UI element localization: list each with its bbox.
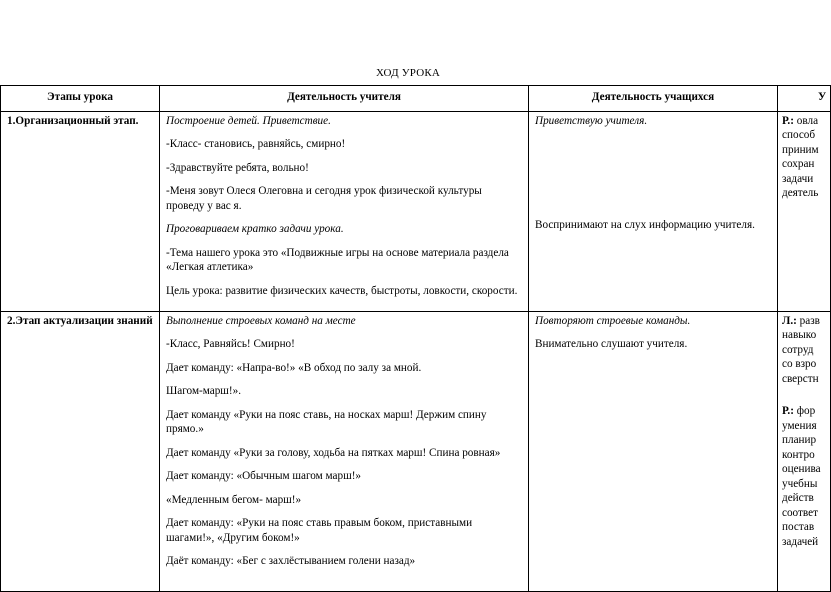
uud-cell — [778, 311, 831, 591]
students-cell — [529, 311, 778, 591]
teacher-line: Дает команду: «Руки на пояс ставь правым боком, приставными шагами!», «Другим боком!» — [166, 517, 473, 544]
uud-line: сверстн — [782, 372, 819, 385]
lesson-table — [0, 85, 831, 592]
uud-line: контро — [782, 448, 815, 461]
teacher-line: «Медленным бегом- марш!» — [166, 493, 302, 506]
table-row — [1, 111, 831, 311]
stage-cell: 2.Этап актуализации знаний — [1, 311, 160, 591]
teacher-line: -Меня зовут Олеся Олеговна и сегодня урок физической культуры проведу у вас я. — [166, 185, 482, 212]
student-line: Воспринимают на слух информацию учителя. — [535, 219, 755, 231]
uud-line: задачей — [782, 535, 819, 548]
uud-label: Р.: — [782, 405, 794, 417]
table-header-row — [1, 86, 831, 112]
teacher-line: Шагом-марш!». — [166, 385, 242, 397]
teacher-line: Дает команду «Руки на пояс ставь, на носках марш! Держим спину прямо.» — [166, 408, 487, 435]
uud-line: постав — [782, 521, 815, 533]
uud-line: сохран — [782, 158, 815, 170]
student-line: Приветствую учителя. — [535, 114, 648, 127]
uud-line: действ — [782, 492, 814, 504]
uud-cell — [778, 111, 831, 311]
uud-line: приним — [782, 143, 819, 156]
student-line: Повторяют строевые команды. — [535, 314, 691, 327]
teacher-cell — [160, 311, 529, 591]
uud-line: навыко — [782, 329, 817, 341]
teacher-line: -Здравствуйте ребята, вольно! — [166, 161, 309, 174]
uud-line: учебны — [782, 477, 818, 490]
teacher-line: Даёт команду: «Бег с захлёстыванием голени назад» — [166, 555, 416, 567]
teacher-cell — [160, 111, 529, 311]
teacher-line: Выполнение строевых команд на месте — [166, 314, 356, 327]
uud-line: способ — [782, 129, 816, 141]
uud-line: овла — [796, 114, 819, 127]
header-students: Деятельность учащихся — [529, 86, 778, 112]
teacher-line: Проговариваем кратко задачи урока. — [166, 223, 344, 235]
teacher-line: Цель урока: развитие физических качеств, быстроты, ловкости, скорости. — [166, 284, 518, 297]
teacher-line: Дает команду: «Напра-во!» «В обход по залу за мной. — [166, 361, 422, 374]
uud-line: деятель — [782, 187, 819, 199]
students-cell — [529, 111, 778, 311]
uud-label: Л.: — [782, 314, 797, 327]
page-title: ХОД УРОКА — [375, 67, 441, 79]
teacher-line: -Тема нашего урока это «Подвижные игры на основе материала раздела «Легкая атлетика» — [166, 246, 509, 273]
student-line: Внимательно слушают учителя. — [535, 338, 688, 350]
teacher-line: Дает команду: «Обычным шагом марш!» — [166, 470, 362, 482]
uud-line: сотруд — [782, 343, 814, 356]
uud-line: планир — [782, 434, 817, 446]
header-stages: Этапы урока — [1, 86, 160, 112]
header-uud: У — [778, 86, 831, 112]
uud-line: разв — [799, 314, 820, 327]
uud-line: со взро — [782, 358, 817, 370]
uud-line: задачи — [782, 172, 814, 185]
stage-cell: 1.Организационный этап. — [1, 111, 160, 311]
uud-line: умения — [782, 419, 817, 432]
teacher-line: -Класс, Равняйсь! Смирно! — [166, 338, 295, 350]
uud-line: фор — [796, 405, 816, 417]
table-row — [1, 311, 831, 591]
header-teacher: Деятельность учителя — [160, 86, 529, 112]
teacher-line: -Класс- становись, равняйсь, смирно! — [166, 138, 346, 150]
uud-line: соответ — [782, 506, 818, 519]
teacher-line: Дает команду «Руки за голову, ходьба на пятках марш! Спина ровная» — [166, 446, 501, 459]
teacher-line: Построение детей. Приветствие. — [166, 114, 331, 127]
uud-label: Р.: — [782, 114, 794, 127]
uud-line: оценива — [782, 463, 821, 475]
